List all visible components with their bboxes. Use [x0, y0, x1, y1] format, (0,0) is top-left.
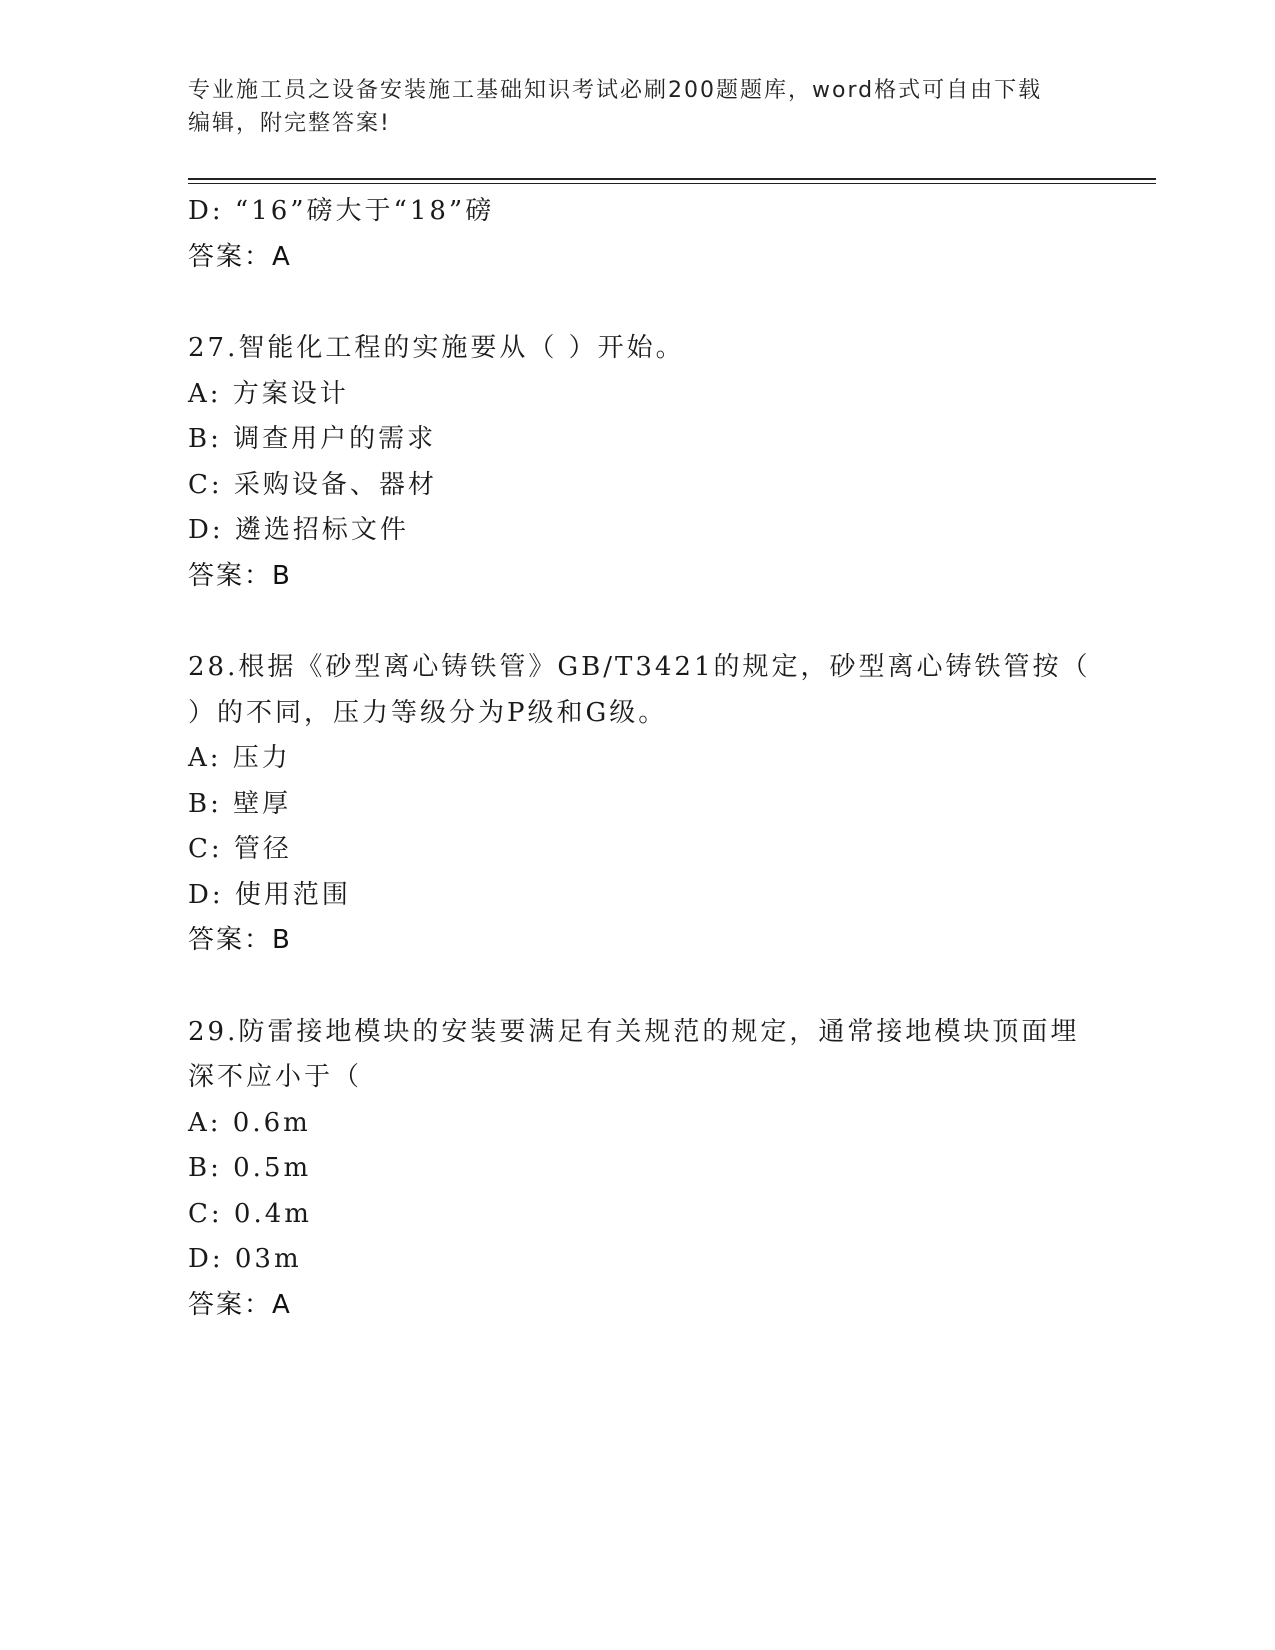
header-line-2: 编辑，附完整答案!	[188, 111, 391, 136]
option-a: A: 0.6m	[188, 1107, 311, 1138]
header-divider-thick	[188, 178, 1156, 180]
option-c: C: 管径	[188, 834, 292, 864]
question-stem-line-1: 28.根据《砂型离心铸铁管》GB/T3421的规定，砂型离心铸铁管按（	[188, 652, 1091, 682]
spacer	[188, 599, 1088, 645]
option-d: D: 03m	[188, 1244, 302, 1274]
question-27	[188, 326, 1088, 599]
answer-label: 答案：A	[188, 1289, 292, 1320]
question-stem-line-2: 深不应小于（	[188, 1062, 363, 1092]
option-c: C: 0.4m	[188, 1198, 312, 1229]
option-b: B: 壁厚	[188, 788, 292, 819]
option-d: D: “16”磅大于“18”磅	[188, 196, 495, 226]
option-a: A: 压力	[188, 743, 291, 773]
question-list	[188, 189, 1091, 1328]
option-b: B: 0.5m	[188, 1153, 312, 1183]
question-stem: 27.智能化工程的实施要从（ ）开始。	[188, 333, 685, 363]
answer-label: 答案：B	[188, 925, 292, 955]
question-26-tail	[188, 189, 1088, 280]
answer-label: 答案：A	[188, 241, 292, 272]
spacer	[188, 964, 1088, 1010]
option-a: A: 方案设计	[188, 378, 349, 409]
question-29	[188, 1010, 1088, 1329]
option-c: C: 采购设备、器材	[188, 469, 437, 500]
option-b: B: 调查用户的需求	[188, 424, 437, 454]
answer-label: 答案：B	[188, 560, 292, 591]
option-d: D: 使用范围	[188, 879, 351, 910]
question-28	[188, 645, 1091, 964]
question-stem-line-2: ）的不同，压力等级分为P级和G级。	[188, 697, 668, 728]
header-line-1: 专业施工员之设备安装施工基础知识考试必刷200题题库，word格式可自由下载	[188, 78, 1043, 103]
option-d: D: 遴选招标文件	[188, 515, 409, 545]
spacer	[188, 280, 1088, 326]
document-header	[188, 74, 1068, 140]
header-divider-thin	[188, 183, 1156, 184]
question-stem-line-1: 29.防雷接地模块的安装要满足有关规范的规定，通常接地模块顶面埋	[188, 1016, 1080, 1047]
